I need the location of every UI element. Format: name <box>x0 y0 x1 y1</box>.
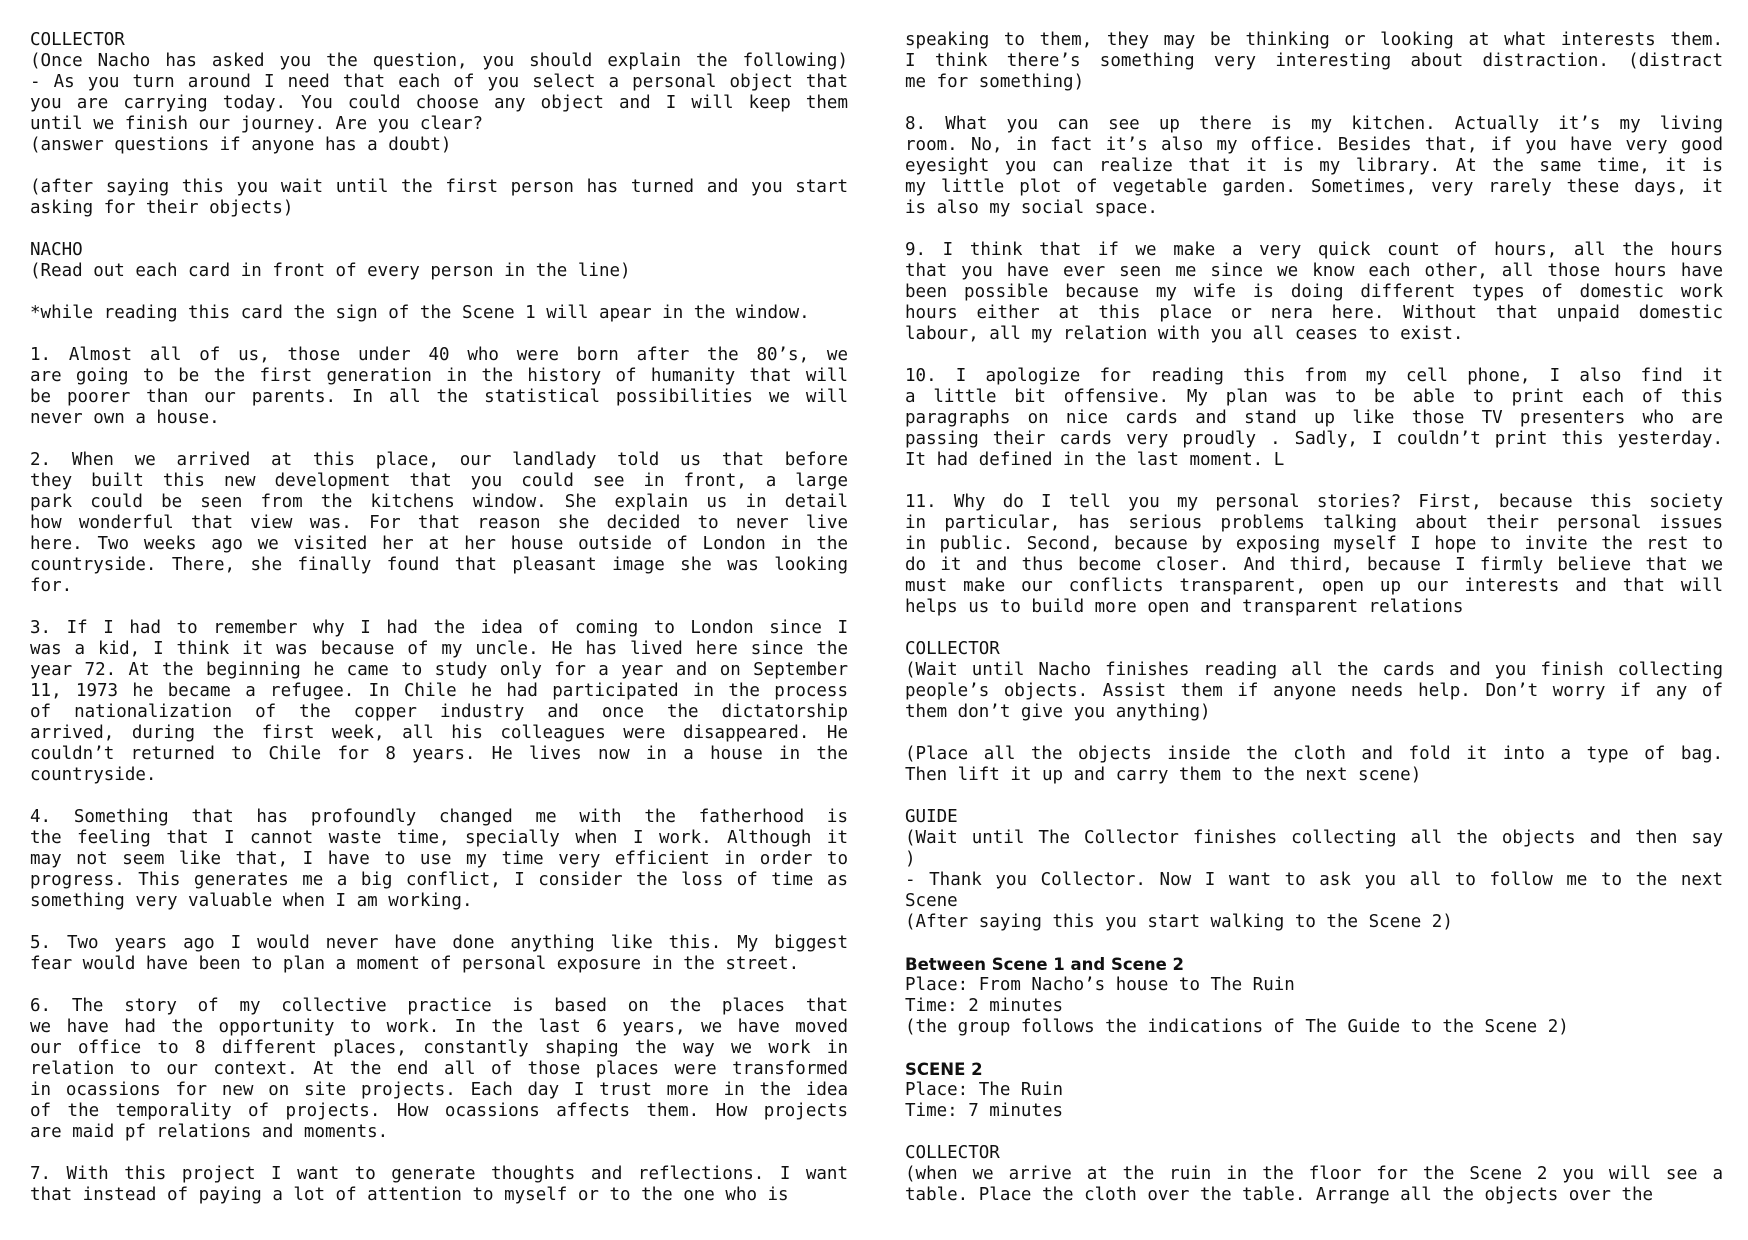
text-line: arrived, during the first week, all his colleagues were disappeared. He <box>30 723 848 743</box>
text-line: relation to our context. At the end all of those places were transformed <box>30 1059 848 1079</box>
text-line: until we finish our journey. Are you clear? <box>30 114 484 134</box>
text-line: we have had the opportunity to work. In the last 6 years, we have moved <box>30 1017 848 1037</box>
text-line: in ocassions for new on site projects. Each day I trust more in the idea <box>30 1080 848 1100</box>
text-line: eyesight you can realize that it is my library. At the same time, it is <box>905 156 1723 176</box>
text-line: 5. Two years ago I would never have done anything like this. My biggest <box>30 933 848 953</box>
text-block <box>30 1164 848 1206</box>
text-block <box>905 114 1723 219</box>
text-block <box>905 30 1723 93</box>
text-block <box>905 366 1723 471</box>
text-line: (when we arrive at the ruin in the floor for the Scene 2 you will see a <box>905 1164 1723 1184</box>
text-line: in particular, has serious problems talking about their personal issues <box>905 513 1723 533</box>
text-line: are going to be the first generation in the history of humanity that will <box>30 366 848 386</box>
text-line: (Read out each card in front of every person in the line) <box>30 261 631 281</box>
text-line: It had defined in the last moment. L <box>905 450 1285 470</box>
text-line: countryside. There, she finally found that pleasant image she was looking <box>30 555 848 575</box>
text-line: room. No, in fact it’s also my office. Besides that, if you have very good <box>905 135 1723 155</box>
text-line: Time: 7 minutes <box>905 1101 1064 1121</box>
text-block <box>30 996 848 1143</box>
text-line: passing their cards very proudly . Sadly, I couldn’t print this yesterday. <box>905 429 1723 449</box>
text-block <box>905 744 1723 786</box>
text-line: park could be seen from the kitchens window. She explain us in detail <box>30 492 848 512</box>
text-line: Place: From Nacho’s house to The Ruin <box>905 975 1295 995</box>
text-line: 11. Why do I tell you my personal stories? First, because this society <box>905 492 1723 512</box>
text-line: our office to 8 different places, constantly shaping the way we work in <box>30 1038 848 1058</box>
text-line: *while reading this card the sign of the Scene 1 will apear in the window. <box>30 303 810 323</box>
text-line: my little plot of vegetable garden. Sometimes, very rarely these days, it <box>905 177 1723 197</box>
text-line: (Place all the objects inside the cloth and fold it into a type of bag. <box>905 744 1723 764</box>
text-line: 11, 1973 he became a refugee. In Chile he had participated in the process <box>30 681 848 701</box>
text-line: are maid pf relations and moments. <box>30 1122 389 1142</box>
text-line: was a kid, I think it was because of my uncle. He has lived here since the <box>30 639 848 659</box>
text-line: that instead of paying a lot of attention to myself or to the one who is <box>30 1185 789 1205</box>
text-line: is also my social space. <box>905 198 1158 218</box>
text-line: (After saying this you start walking to the Scene 2) <box>905 912 1453 932</box>
text-line: helps us to build more open and transparent relations <box>905 597 1464 617</box>
text-line: something very valuable when I am working. <box>30 891 473 911</box>
text-line: 3. If I had to remember why I had the idea of coming to London since I <box>30 618 848 638</box>
text-line: of nationalization of the copper industry and once the dictatorship <box>30 702 848 722</box>
text-line: progress. This generates me a big conflict, I consider the loss of time as <box>30 870 848 890</box>
text-line: that you have ever seen me since we know each other, all those hours have <box>905 261 1723 281</box>
text-block <box>905 639 1723 723</box>
text-line: - Thank you Collector. Now I want to ask you all to follow me to the next <box>905 870 1723 890</box>
text-block <box>30 177 848 219</box>
text-block <box>905 807 1723 933</box>
text-line: COLLECTOR <box>905 1143 1000 1163</box>
text-line: them don’t give you anything) <box>905 702 1211 722</box>
text-line: for. <box>30 576 73 596</box>
text-block <box>30 51 848 156</box>
text-block <box>30 303 848 324</box>
text-line: ) <box>905 849 916 869</box>
text-line: paragraphs on nice cards and stand up like those TV presenters who are <box>905 408 1723 428</box>
text-line: the feeling that I cannot waste time, specially when I work. Although it <box>30 828 848 848</box>
text-block <box>30 345 848 429</box>
text-block <box>905 1059 1723 1122</box>
left-column <box>30 30 848 1206</box>
text-line: Time: 2 minutes <box>905 996 1064 1016</box>
text-block <box>905 240 1723 345</box>
text-line: how wonderful that view was. For that reason she decided to never live <box>30 513 848 533</box>
text-block <box>30 933 848 975</box>
text-line: NACHO <box>30 240 83 260</box>
text-line: - As you turn around I need that each of you select a personal object that <box>30 72 848 92</box>
text-line: never own a house. <box>30 408 220 428</box>
text-line: (after saying this you wait until the first person has turned and you start <box>30 177 848 197</box>
text-line: here. Two weeks ago we visited her at her house outside of London in the <box>30 534 848 554</box>
text-line: asking for their objects) <box>30 198 294 218</box>
text-line: labour, all my relation with you all ceases to exist. <box>905 324 1464 344</box>
text-line: Scene <box>905 891 958 911</box>
text-line: (Wait until The Collector finishes collecting all the objects and then say <box>905 828 1723 848</box>
text-line: 6. The story of my collective practice is based on the places that <box>30 996 848 1016</box>
right-column <box>905 30 1723 1206</box>
text-line: 10. I apologize for reading this from my cell phone, I also find it <box>905 366 1723 386</box>
text-line: Place: The Ruin <box>905 1080 1064 1100</box>
text-block <box>30 618 848 786</box>
text-line: be poorer than our parents. In all the statistical possibilities we will <box>30 387 848 407</box>
text-line: (Once Nacho has asked you the question, you should explain the following) <box>30 51 848 71</box>
text-line: table. Place the cloth over the table. Arrange all the objects over the <box>905 1185 1654 1205</box>
text-line: year 72. At the beginning he came to study only for a year and on September <box>30 660 848 680</box>
text-line: (the group follows the indications of The Guide to the Scene 2) <box>905 1017 1569 1037</box>
text-line: I think there’s something very interesting about distraction. (distract <box>905 51 1723 71</box>
text-line: people’s objects. Assist them if anyone needs help. Don’t worry if any of <box>905 681 1723 701</box>
text-block <box>30 30 848 51</box>
text-line: COLLECTOR <box>30 30 125 50</box>
section-heading: SCENE 2 <box>905 1060 983 1079</box>
text-line: a little bit offensive. My plan was to be able to print each of this <box>905 387 1723 407</box>
text-line: countryside. <box>30 765 157 785</box>
text-block <box>30 450 848 597</box>
text-block <box>905 492 1723 618</box>
text-line: 1. Almost all of us, those under 40 who were born after the 80’s, we <box>30 345 848 365</box>
text-line: of the temporality of projects. How ocassions affects them. How projects <box>30 1101 848 1121</box>
text-block <box>30 240 848 282</box>
text-line: (Wait until Nacho finishes reading all the cards and you finish collecting <box>905 660 1723 680</box>
text-line: may not seem like that, I have to use my time very efficient in order to <box>30 849 848 869</box>
text-block <box>905 954 1723 1038</box>
text-line: COLLECTOR <box>905 639 1000 659</box>
text-line: must make our conflicts transparent, open up our interests and that will <box>905 576 1723 596</box>
text-line: 8. What you can see up there is my kitchen. Actually it’s my living <box>905 114 1723 134</box>
text-block <box>905 1143 1723 1206</box>
text-line: been possible because my wife is doing different types of domestic work <box>905 282 1723 302</box>
text-line: couldn’t returned to Chile for 8 years. He lives now in a house in the <box>30 744 848 764</box>
section-heading: Between Scene 1 and Scene 2 <box>905 955 1184 974</box>
text-line: GUIDE <box>905 807 958 827</box>
text-line: in public. Second, because by exposing myself I hope to invite the rest to <box>905 534 1723 554</box>
text-line: hours either at this place or nera here. Without that unpaid domestic <box>905 303 1723 323</box>
text-line: 2. When we arrived at this place, our landlady told us that before <box>30 450 848 470</box>
text-line: me for something) <box>905 72 1085 92</box>
text-line: they built this new development that you could see in front, a large <box>30 471 848 491</box>
text-line: 4. Something that has profoundly changed me with the fatherhood is <box>30 807 848 827</box>
text-line: Then lift it up and carry them to the next scene) <box>905 765 1422 785</box>
text-line: speaking to them, they may be thinking or looking at what interests them. <box>905 30 1723 50</box>
text-line: fear would have been to plan a moment of personal exposure in the street. <box>30 954 800 974</box>
text-line: 9. I think that if we make a very quick count of hours, all the hours <box>905 240 1723 260</box>
text-line: (answer questions if anyone has a doubt) <box>30 135 452 155</box>
text-block <box>30 807 848 912</box>
text-line: 7. With this project I want to generate thoughts and reflections. I want <box>30 1164 848 1184</box>
text-line: do it and thus become closer. And third, because I firmly believe that we <box>905 555 1723 575</box>
text-line: you are carrying today. You could choose any object and I will keep them <box>30 93 848 113</box>
